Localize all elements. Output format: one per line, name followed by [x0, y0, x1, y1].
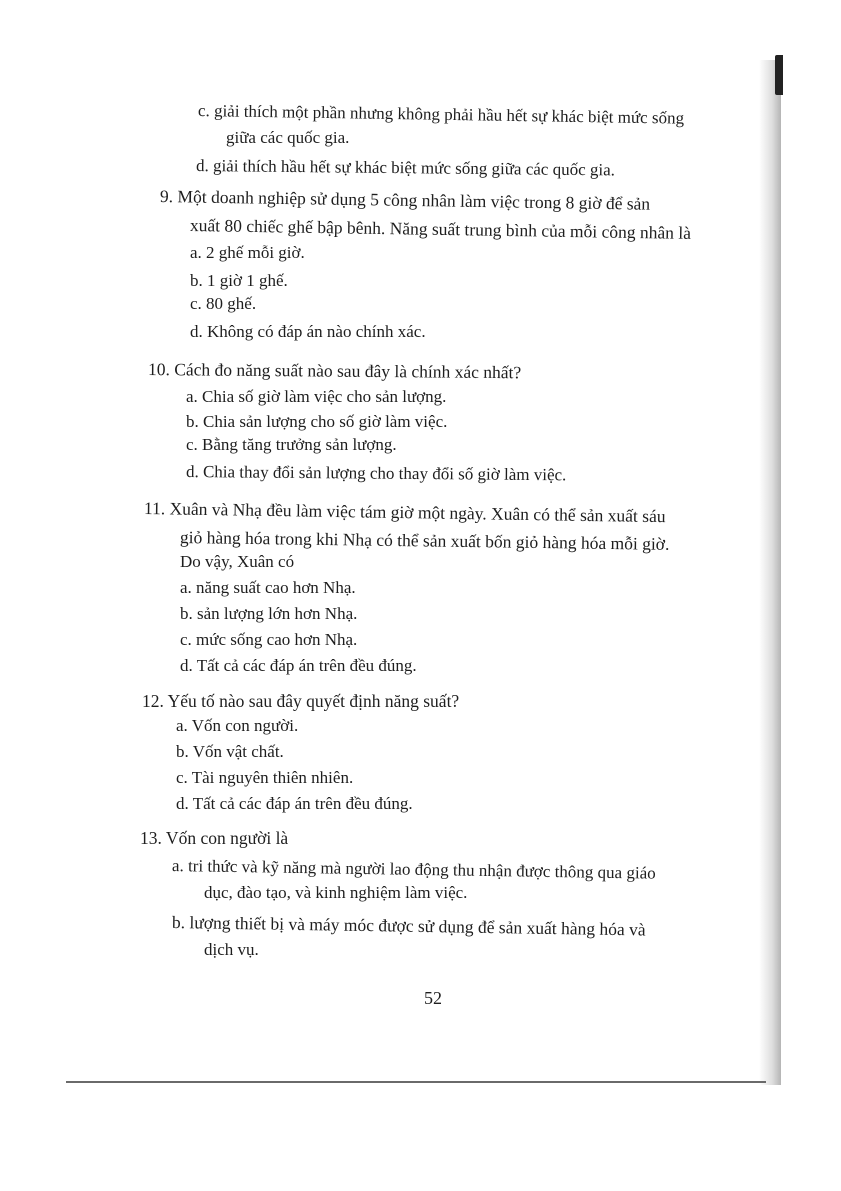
option-text: c. giải thích một phần nhưng không phải hầu hết sự khác biệt mức sống [197, 101, 685, 128]
option-text: b. lượng thiết bị và máy móc được sử dụng để sản xuất hàng hóa và [171, 912, 646, 940]
option-text: a. tri thức và kỹ năng mà người lao động thu nhận được thông qua giáo [171, 856, 656, 883]
option-text: b. Chia sản lượng cho số giờ làm việc. [186, 412, 448, 431]
question-11: 11. Xuân và Nhạ đều làm việc tám giờ một ngày. Xuân có thể sản xuất sáu [143, 498, 666, 527]
question-10: 10. Cách đo năng suất nào sau đây là chính xác nhất? [147, 359, 522, 383]
question-13: 13. Vốn con người là [140, 828, 289, 848]
question-9: 9. Một doanh nghiệp sử dụng 5 công nhân làm việc trong 8 giờ để sản [159, 186, 651, 214]
question-text: giỏ hàng hóa trong khi Nhạ có thể sản xuất bốn giỏ hàng hóa mỗi giờ. [179, 527, 670, 554]
option-text: c. mức sống cao hơn Nhạ. [180, 630, 358, 649]
option-text: a. Chia số giờ làm việc cho sản lượng. [186, 387, 447, 406]
option-text: b. Vốn vật chất. [176, 742, 284, 761]
option-text: b. sản lượng lớn hơn Nhạ. [180, 604, 358, 623]
option-text: c. Bằng tăng trưởng sản lượng. [186, 435, 397, 454]
option-text: d. Không có đáp án nào chính xác. [190, 322, 426, 341]
option-text: c. Tài nguyên thiên nhiên. [176, 768, 354, 787]
option-text: d. Chia thay đổi sản lượng cho thay đổi số giờ làm việc. [185, 462, 567, 485]
option-text: a. năng suất cao hơn Nhạ. [180, 578, 356, 597]
option-text: c. 80 ghế. [190, 294, 257, 313]
option-text: dịch vụ. [204, 940, 259, 959]
option-text: a. 2 ghế mỗi giờ. [190, 243, 305, 262]
question-text: xuất 80 chiếc ghế bập bênh. Năng suất trung bình của mỗi công nhân là [189, 215, 692, 243]
option-text: dục, đào tạo, và kinh nghiệm làm việc. [204, 883, 468, 902]
question-text: Do vậy, Xuân có [180, 552, 295, 571]
option-text: d. giải thích hầu hết sự khác biệt mức sống giữa các quốc gia. [195, 156, 616, 180]
option-text: a. Vốn con người. [176, 716, 299, 735]
option-text: d. Tất cả các đáp án trên đều đúng. [180, 656, 417, 675]
option-text: b. 1 giờ 1 ghế. [190, 271, 288, 290]
option-text: d. Tất cả các đáp án trên đều đúng. [176, 794, 413, 813]
question-12: 12. Yếu tố nào sau đây quyết định năng suất? [142, 691, 460, 711]
page-number: 52 [424, 988, 442, 1008]
option-text: giữa các quốc gia. [226, 128, 350, 147]
